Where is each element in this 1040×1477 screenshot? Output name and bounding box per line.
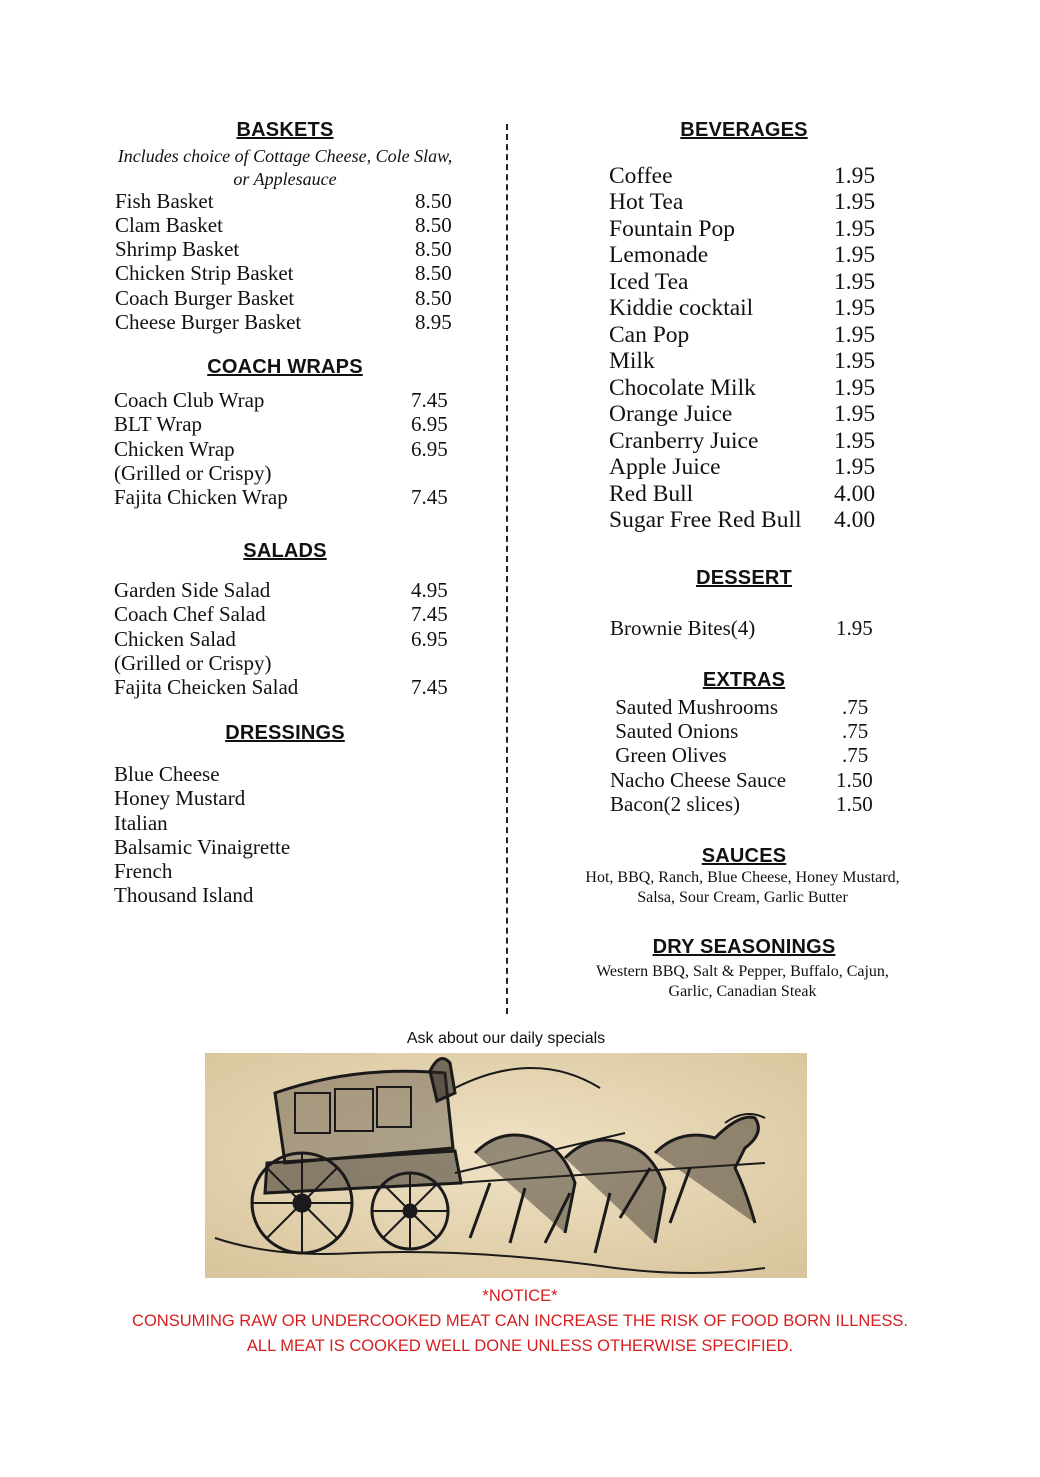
baskets-note <box>80 145 490 191</box>
item-price: 1.95 <box>834 375 876 401</box>
item-name: Chicken Salad <box>114 627 236 651</box>
dressing-item: Italian <box>114 811 168 835</box>
item-name: Fajita Chicken Wrap <box>114 485 288 509</box>
item-price: 8.50 <box>415 261 452 285</box>
item-price: 1.95 <box>834 295 876 321</box>
item-price: 6.95 <box>411 412 448 436</box>
notice-line1: CONSUMING RAW OR UNDERCOOKED MEAT CAN INCREASE THE RISK OF FOOD BORN ILLNESS. <box>132 1312 908 1330</box>
item-name: Sauted Onions <box>610 719 739 743</box>
item-price: 1.95 <box>836 616 873 640</box>
item-price: 7.45 <box>411 388 448 412</box>
item-price: 1.95 <box>834 242 876 268</box>
extras-heading: EXTRAS <box>702 669 786 691</box>
baskets-note-line1: Includes choice of Cottage Cheese, Cole Slaw, <box>117 146 453 166</box>
item-name: Lemonade <box>609 242 709 268</box>
item-price: .75 <box>842 719 869 743</box>
item-name: Coach Burger Basket <box>115 286 295 310</box>
item-price: 4.00 <box>834 507 876 533</box>
item-name: Kiddie cocktail <box>609 295 754 321</box>
item-price: 1.95 <box>834 348 876 374</box>
item-name: Orange Juice <box>609 401 733 427</box>
item-name: Fountain Pop <box>609 216 736 242</box>
item-price: 8.50 <box>415 237 452 261</box>
item-name: Bacon(2 slices) <box>610 792 741 816</box>
item-name: Sauted Mushrooms <box>610 695 778 719</box>
item-name: Nacho Cheese Sauce <box>610 768 787 792</box>
item-price: 1.95 <box>834 322 876 348</box>
dressing-item: Balsamic Vinaigrette <box>114 835 291 859</box>
item-price: 8.50 <box>415 213 452 237</box>
item-price: 6.95 <box>411 627 448 651</box>
dressing-item: Honey Mustard <box>114 786 246 810</box>
item-price: 1.95 <box>834 269 876 295</box>
item-name: Garden Side Salad <box>114 578 271 602</box>
item-name: Can Pop <box>609 322 690 348</box>
item-name: Apple Juice <box>609 454 721 480</box>
item-name: Chicken Wrap <box>114 437 235 461</box>
seasonings-line1: Western BBQ, Salt & Pepper, Buffalo, Cajun, <box>596 963 889 980</box>
sauces-list <box>540 868 945 908</box>
item-name: Clam Basket <box>115 213 223 237</box>
dessert-heading: DESSERT <box>696 567 792 589</box>
item-name: Iced Tea <box>609 269 689 295</box>
stagecoach-illustration <box>205 1053 807 1278</box>
sauces-line2: Salsa, Sour Cream, Garlic Butter <box>637 889 848 906</box>
item-name: BLT Wrap <box>114 412 203 436</box>
item-price: 4.00 <box>834 481 876 507</box>
daily-specials-text: Ask about our daily specials <box>406 1030 606 1047</box>
item-price: 8.50 <box>415 286 452 310</box>
baskets-heading: BASKETS <box>236 119 334 141</box>
notice-heading: *NOTICE* <box>482 1287 558 1305</box>
item-price: 7.45 <box>411 485 448 509</box>
item-price: 4.95 <box>411 578 448 602</box>
seasonings-list <box>540 962 945 1002</box>
item-name: Sugar Free Red Bull <box>609 507 802 533</box>
item-price: 8.50 <box>415 189 452 213</box>
item-name: Cranberry Juice <box>609 428 759 454</box>
item-name: (Grilled or Crispy) <box>114 461 272 485</box>
item-name: Fish Basket <box>115 189 214 213</box>
item-name: Coach Chef Salad <box>114 602 266 626</box>
item-name: Brownie Bites(4) <box>610 616 756 640</box>
coach-wraps-heading: COACH WRAPS <box>207 356 363 378</box>
item-name: Chicken Strip Basket <box>115 261 294 285</box>
item-name: (Grilled or Crispy) <box>114 651 272 675</box>
item-name: Coach Club Wrap <box>114 388 265 412</box>
sauces-heading: SAUCES <box>701 845 787 867</box>
item-price: 8.95 <box>415 310 452 334</box>
dressing-item: Blue Cheese <box>114 762 220 786</box>
item-name: Milk <box>609 348 655 374</box>
item-price: 1.95 <box>834 401 876 427</box>
item-price: 1.50 <box>836 768 873 792</box>
dressing-item: Thousand Island <box>114 883 254 907</box>
item-name: Hot Tea <box>609 189 684 215</box>
item-price: 7.45 <box>411 602 448 626</box>
item-price: .75 <box>842 743 869 767</box>
item-price: 6.95 <box>411 437 448 461</box>
seasonings-line2: Garlic, Canadian Steak <box>668 983 817 1000</box>
item-price: 1.95 <box>834 163 876 189</box>
beverages-heading: BEVERAGES <box>680 119 808 141</box>
item-price: 1.95 <box>834 216 876 242</box>
item-price: 1.95 <box>834 189 876 215</box>
item-name: Cheese Burger Basket <box>115 310 302 334</box>
baskets-note-line2: or Applesauce <box>233 169 337 189</box>
item-price: 7.45 <box>411 675 448 699</box>
column-divider <box>506 124 508 1014</box>
salads-heading: SALADS <box>243 540 327 562</box>
item-price: 1.50 <box>836 792 873 816</box>
dressing-item: French <box>114 859 173 883</box>
item-name: Shrimp Basket <box>115 237 240 261</box>
item-name: Chocolate Milk <box>609 375 756 401</box>
item-name: Green Olives <box>610 743 727 767</box>
item-price: .75 <box>842 695 869 719</box>
dry-seasonings-heading: DRY SEASONINGS <box>652 936 836 958</box>
notice-line2: ALL MEAT IS COOKED WELL DONE UNLESS OTHERWISE SPECIFIED. <box>246 1337 794 1355</box>
sauces-line1: Hot, BBQ, Ranch, Blue Cheese, Honey Mustard, <box>585 869 900 886</box>
item-name: Fajita Cheicken Salad <box>114 675 299 699</box>
item-price: 1.95 <box>834 428 876 454</box>
item-name: Red Bull <box>609 481 694 507</box>
item-price: 1.95 <box>834 454 876 480</box>
stagecoach-drawing <box>205 1053 807 1278</box>
item-name: Coffee <box>609 163 673 189</box>
dressings-heading: DRESSINGS <box>225 722 345 744</box>
